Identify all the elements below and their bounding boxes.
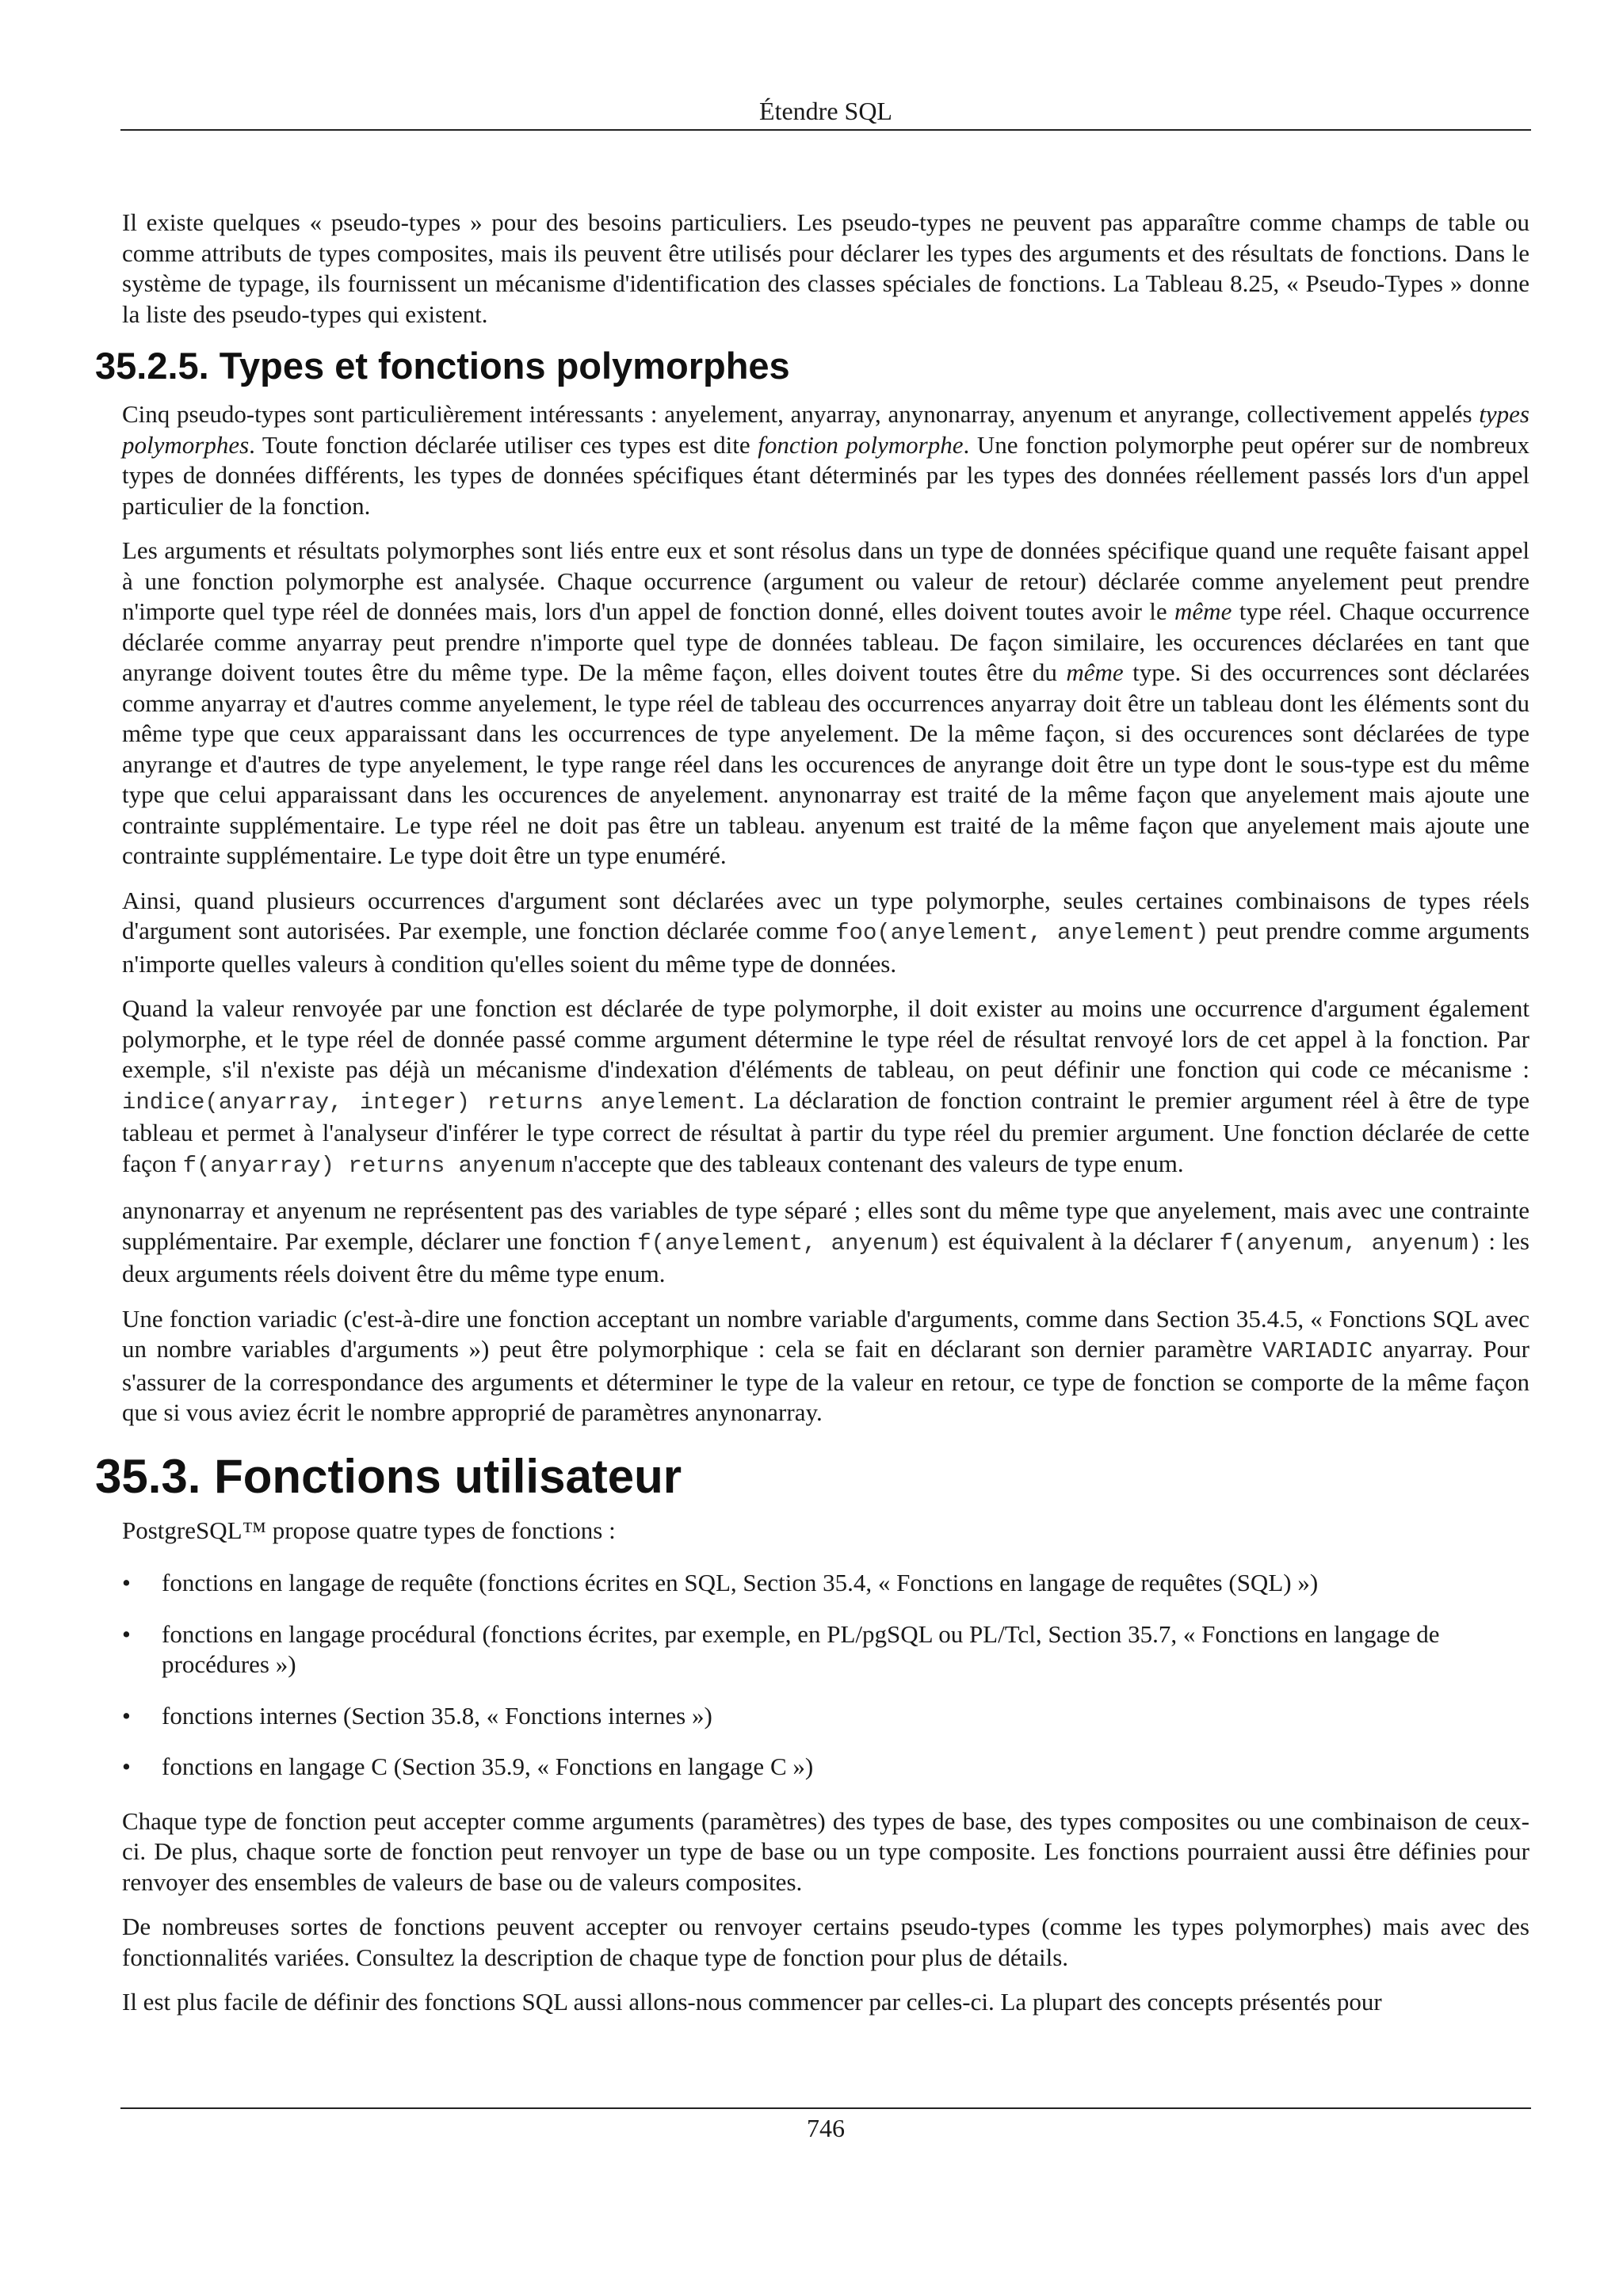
code-f-anyarray-anyenum: f(anyarray) returns anyenum [182,1152,556,1179]
header-rule [120,129,1531,131]
polymorphic-paragraph-2: Les arguments et résultats polymorphes sont liés entre eux et sont résolus dans un type de données spécifique quand une requête faisant appel à une fonction polymorphe est analysée. Chaque occurrence (argument ou valeur de retour) déclarée comme anyelement peut prendre n'importe quel type réel de données mais, lors d'un appel de fonction donné, elles doivent toutes avoir le même type réel. Chaque occurrence déclarée comme anyarray peut prendre n'importe quel type de données tableau. De façon similaire, les occurences déclarées en tant que anyrange doivent toutes être du même type. De la même façon, elles doivent toutes être du même type. Si des occurrences sont déclarées comme anyarray et d'autres comme anyelement, le type réel de tableau des occurrences anyarray doit être un tableau dont les éléments sont du même type que ceux apparaissant dans les occurrences de type anyelement. De la même façon, si des occurences sont déclarées de type anyrange et d'autres de type anyelement, le type range réel dans les occurences de anyrange doit être un type dont le sous-type est du même type que celui apparaissant dans les occurences de anyelement. anynonarray est traité de la même façon que anyelement mais ajoute une contrainte supplémentaire. Le type réel ne doit pas être un tableau. anyenum est traité de la même façon que anyelement mais ajoute une contrainte supplémentaire. Le type doit être un type enuméré. [122,536,1530,869]
bullet-icon: • [122,1701,131,1730]
bullet-icon: • [122,1619,131,1648]
code-variadic: VARIADIC [1262,1338,1373,1364]
polymorphic-paragraph-1: Cinq pseudo-types sont particulièrement intéressants : anyelement, anyarray, anynonarray, anyenum et anyrange, collectivement appelés types polymorphes. Toute fonction déclarée utiliser ces types est dite fonction polymorphe. Une fonction polymorphe peut opérer sur de nombreux types de données différents, les types de données spécifiques étant déterminés par les types des données réellement passés lors d'un appel particulier de la fonction. [122,400,1529,520]
pseudo-types-paragraph: Il existe quelques « pseudo-types » pour des besoins particuliers. Les pseudo-types ne peuvent pas apparaître comme champs de table ou comme attributs de types composites, mais ils peuvent être utilisés pour déclarer les types des arguments et des résultats de fonctions. Dans le système de typage, ils fournissent un mécanisme d'identification des classes spéciales de fonctions. La Tableau 8.25, « Pseudo-Types » donne la liste des pseudo-types qui existent. [122,208,1529,328]
list-item: • fonctions en langage de requête (fonctions écrites en SQL, Section 35.4, « Fonctions en langage de requêtes (SQL) ») [95,1568,1509,1599]
polymorphic-paragraph-3: Ainsi, quand plusieurs occurrences d'argument sont déclarées avec un type polymorphe, seules certaines combinaisons de types réels d'argument sont autorisées. Par exemple, une fonction déclarée comme foo(anyelement, anyelement) peut prendre comme arguments n'importe quelles valeurs à condition qu'elles soient du même type de données. [122,886,1529,978]
polymorphic-paragraph-6: Une fonction variadic (c'est-à-dire une fonction acceptant un nombre variable d'arguments, comme dans Section 35.4.5, « Fonctions SQL avec un nombre variables d'arguments ») peut être polymorphique : cela se fait en déclarant son dernier paramètre VARIADIC anyarray. Pour s'assurer de la correspondance des arguments et déterminer le type de la valeur en retour, ce type de fonction se comporte de la même façon que si vous aviez écrit le nombre approprié de paramètres anynonarray. [122,1304,1530,1426]
code-indice-signature: indice(anyarray, integer) returns anyelement [122,1089,739,1116]
emphasis-meme-1: même [1174,597,1232,625]
section-heading-user-functions: 35.3. Fonctions utilisateur [95,1449,682,1503]
code-foo-anyelement: foo(anyelement, anyelement) [835,920,1209,946]
section-heading-polymorphic-types: 35.2.5. Types et fonctions polymorphes [95,345,790,387]
polymorphic-paragraph-5: anynonarray et anyenum ne représentent pas des variables de type séparé ; elles sont du même type que anyelement, mais avec une contrainte supplémentaire. Par exemple, déclarer une fonction f(anyelement, anyenum) est équivalent à la déclarer f(anyenum, anyenum) : les deux arguments réels doivent être du même type enum. [122,1196,1529,1287]
emphasis-meme-2: même [1066,658,1124,686]
running-header: Étendre SQL [759,97,892,125]
page-number: 746 [807,2114,845,2142]
page-content [95,208,1537,2032]
polymorphic-paragraph-4: Quand la valeur renvoyée par une fonction est déclarée de type polymorphe, il doit exister au moins une occurrence d'argument également polymorphe, et le type réel de donnée passé comme argument détermine le type réel de résultat renvoyé lors de cet appel à la fonction. Par exemple, s'il n'existe pas déjà un mécanisme d'indexation d'éléments de tableau, on peut définir une fonction qui code ce mécanisme : indice(anyarray, integer) returns anyelement. La déclaration de fonction contraint le premier argument réel à être de type tableau et permet à l'analyseur d'inférer le type correct de résultat à partir du type réel du premier argument. Une fonction déclarée de cette façon f(anyarray) returns anyenum n'accepte que des tableaux contenant des valeurs de type enum. [122,994,1529,1179]
user-functions-paragraph-1: Chaque type de fonction peut accepter comme arguments (paramètres) des types de base, des types composites ou une combinaison de ceux-ci. De plus, chaque sorte de fonction peut renvoyer un type de base ou un type composite. Les fonctions pourraient aussi être définies pour renvoyer des ensembles de valeurs de base ou de valeurs composites. [122,1806,1529,1896]
list-item: • fonctions en langage procédural (fonctions écrites, par exemple, en PL/pgSQL ou PL/Tcl, Section 35.7, « Fonctions en langage de procédures ») [122,1619,1440,1678]
term-polymorphic-function: fonction polymorphe [758,430,964,459]
code-f-anyenum-anyenum: f(anyenum, anyenum) [1219,1230,1482,1257]
code-f-anyelement-anyenum: f(anyelement, anyenum) [637,1230,941,1257]
term-polymorphic-types: types polymorphes [122,400,1529,459]
footer-rule [120,2107,1531,2109]
list-item: • fonctions en langage C (Section 35.9, « Fonctions en langage C ») [95,1752,1509,1783]
function-types-list [95,1568,1537,1783]
user-functions-paragraph-2: De nombreuses sortes de fonctions peuvent accepter ou renvoyer certains pseudo-types (comme les types polymorphes) mais avec des fonctionnalités variées. Consultez la description de chaque type de fonction pour plus de détails. [122,1913,1529,1971]
bullet-icon: • [122,1569,131,1596]
list-item: • fonctions internes (Section 35.8, « Fonctions internes ») [95,1701,1509,1732]
user-functions-intro: PostgreSQL™ propose quatre types de fonctions : [122,1516,616,1544]
bullet-icon: • [122,1753,131,1780]
user-functions-paragraph-3: Il est plus facile de définir des fonctions SQL aussi allons-nous commencer par celles-ci. La plupart des concepts présentés pour [122,1988,1382,2016]
